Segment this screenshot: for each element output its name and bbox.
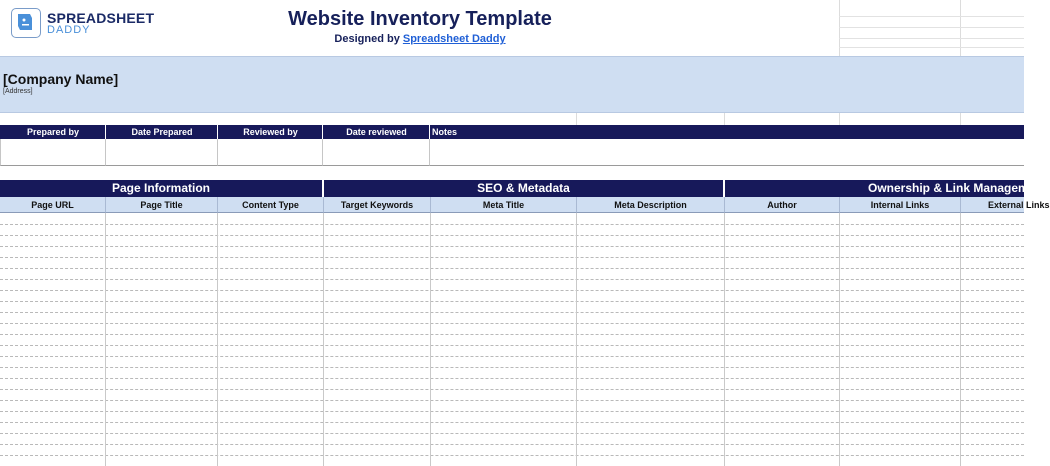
grid-line — [839, 47, 1024, 48]
table-row[interactable] — [0, 356, 1024, 357]
table-row[interactable] — [0, 301, 1024, 302]
date-prepared-label: Date Prepared — [131, 127, 193, 137]
grid-line — [839, 113, 840, 125]
section-page-information: Page Information — [0, 180, 324, 197]
table-row[interactable] — [0, 389, 1024, 390]
table-row[interactable] — [0, 334, 1024, 335]
date-reviewed-label: Date reviewed — [346, 127, 407, 137]
spreadsheet-daddy-link[interactable]: Spreadsheet Daddy — [402, 33, 506, 45]
subtitle-prefix: Designed by — [334, 33, 403, 45]
logo-wordmark-top: SPREADSHEET — [47, 10, 155, 26]
table-row[interactable] — [0, 268, 1024, 269]
company-name-cell[interactable]: [Company Name] — [3, 71, 119, 87]
page-title: Website Inventory Template — [288, 8, 552, 30]
table-row[interactable] — [0, 246, 1024, 247]
table-row[interactable] — [0, 290, 1024, 291]
company-band — [0, 56, 1024, 113]
reviewed-by-input[interactable] — [218, 139, 323, 166]
header-divider — [217, 125, 218, 139]
table-row[interactable] — [0, 224, 1024, 225]
prepared-by-label: Prepared by — [26, 127, 80, 137]
column-header-meta-title[interactable]: Meta Title — [431, 197, 577, 213]
logo-wordmark-bottom: DADDY — [47, 24, 91, 36]
column-divider — [105, 213, 106, 466]
grid-line — [839, 27, 1024, 28]
page-subtitle — [240, 33, 600, 45]
column-divider — [323, 213, 324, 466]
grid-line — [839, 16, 1024, 17]
prepared-by-input[interactable] — [0, 139, 106, 166]
table-row[interactable] — [0, 257, 1024, 258]
notes-label: Notes — [432, 127, 458, 137]
table-row[interactable] — [0, 411, 1024, 412]
data-grid[interactable] — [0, 213, 1024, 466]
grid-line — [576, 113, 577, 125]
table-row[interactable] — [0, 279, 1024, 280]
grid-line — [839, 38, 1024, 39]
table-row[interactable] — [0, 433, 1024, 434]
column-divider — [724, 213, 725, 466]
logo-icon — [11, 8, 41, 38]
date-reviewed-input[interactable] — [323, 139, 430, 166]
table-row[interactable] — [0, 400, 1024, 401]
column-divider — [217, 213, 218, 466]
company-address-cell[interactable]: [Address] — [3, 88, 33, 95]
column-header-meta-description[interactable]: Meta Description — [577, 197, 725, 213]
column-header-content-type[interactable]: Content Type — [218, 197, 324, 213]
column-header-target-keywords[interactable]: Target Keywords — [324, 197, 431, 213]
table-row[interactable] — [0, 312, 1024, 313]
table-row[interactable] — [0, 345, 1024, 346]
section-seo-metadata: SEO & Metadata — [324, 180, 725, 197]
header-divider — [105, 125, 106, 139]
notes-input[interactable] — [430, 139, 1024, 166]
table-row[interactable] — [0, 378, 1024, 379]
column-divider — [576, 213, 577, 466]
column-header-internal-links[interactable]: Internal Links — [840, 197, 961, 213]
header-divider — [322, 125, 323, 139]
column-header-author[interactable]: Author — [725, 197, 840, 213]
table-row[interactable] — [0, 323, 1024, 324]
table-row[interactable] — [0, 235, 1024, 236]
date-prepared-input[interactable] — [106, 139, 218, 166]
column-header-page-title[interactable]: Page Title — [106, 197, 218, 213]
grid-line — [960, 113, 961, 125]
column-header-page-url[interactable]: Page URL — [0, 197, 106, 213]
column-divider — [960, 213, 961, 466]
grid-line — [724, 113, 725, 125]
table-row[interactable] — [0, 455, 1024, 456]
table-row[interactable] — [0, 422, 1024, 423]
column-divider — [839, 213, 840, 466]
table-row[interactable] — [0, 367, 1024, 368]
header-divider — [429, 125, 430, 139]
table-row[interactable] — [0, 444, 1024, 445]
section-ownership-link-management: Ownership & Link Management — [725, 180, 1024, 197]
column-header-external-links[interactable]: External Links — [961, 197, 1024, 213]
column-divider — [430, 213, 431, 466]
reviewed-by-label: Reviewed by — [243, 127, 298, 137]
